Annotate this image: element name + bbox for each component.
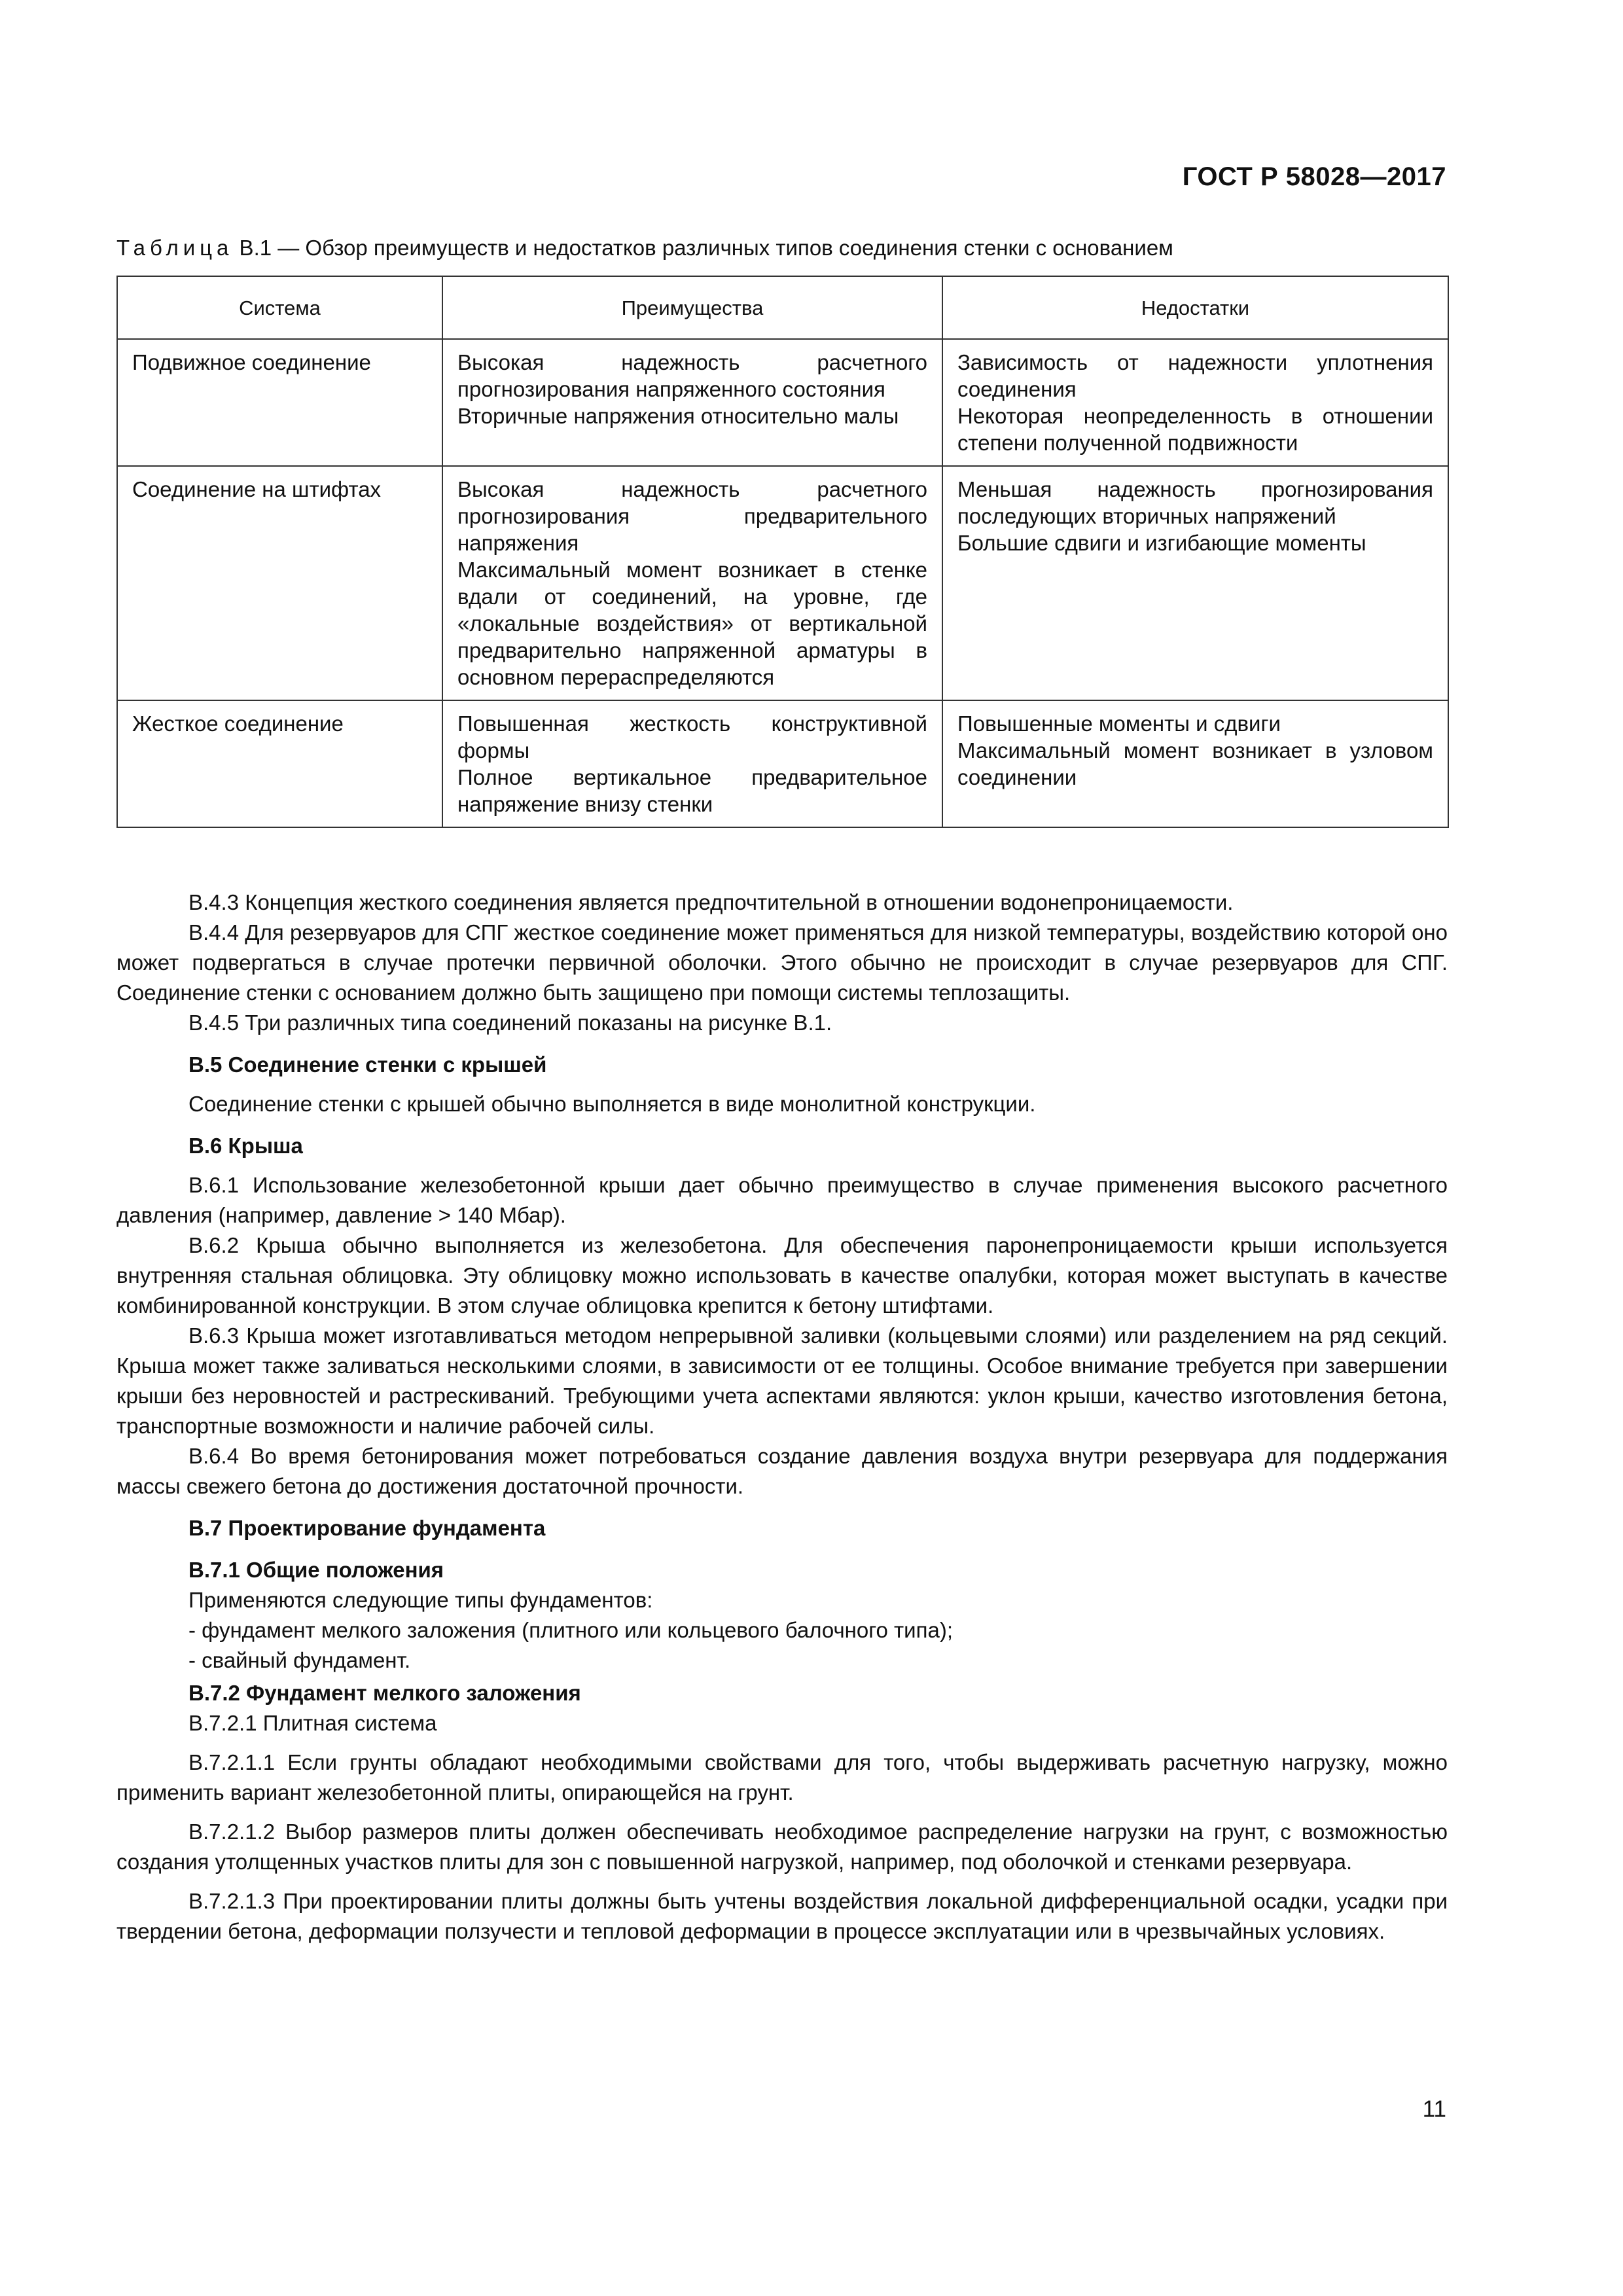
comparison-table <box>116 276 1449 828</box>
paragraph-b43: В.4.3 Концепция жесткого соединения является предпочтительной в отношении водонепроницаемости. <box>188 890 1234 914</box>
cell-system: Подвижное соединение <box>117 339 442 466</box>
advantage-text: Повышенная жесткость конструктивной формы <box>457 711 927 762</box>
paragraph-b44: В.4.4 Для резервуаров для СПГ жесткое соединение может применяться для низкой температуры, воздействию которой оно может подвергаться в случае протечки первичной оболочки. Этого обычно не происходит в случае резервуаров для СПГ. Соединение стенки с основанием должно быть защищено при помощи системы теплозащиты. <box>116 920 1448 1005</box>
paragraph-b71-intro: Применяются следующие типы фундаментов: <box>188 1588 653 1612</box>
table-row <box>117 700 1448 827</box>
paragraph-b64: В.6.4 Во время бетонирования может потребоваться создание давления воздуха внутри резервуара для поддержания массы свежего бетона до достижения достаточной прочности. <box>116 1444 1448 1498</box>
advantage-text: Высокая надежность расчетного прогнозирования предварительного напряжения <box>457 477 927 555</box>
cell-advantages <box>442 339 942 466</box>
paragraph-b63: В.6.3 Крыша может изготавливаться методом непрерывной заливки (кольцевыми слоями) или разделением на ряд секций. Крыша может также заливаться несколькими слоями, в зависимости от ее толщины. Особое внимание требуется при завершении крыши без неровностей и растрескиваний. Требующими учета аспектами являются: уклон крыши, качество изготовления бетона, транспортные возможности и наличие рабочей силы. <box>116 1323 1448 1438</box>
paragraph-b7213: В.7.2.1.3 При проектировании плиты должны быть учтены воздействия локальной дифференциальной осадки, усадки при твердении бетона, деформации ползучести и тепловой деформации в процессе эксплуатации или в чрезвычайных условиях. <box>116 1889 1448 1943</box>
table-header-row <box>117 276 1448 339</box>
disadvantage-text: Зависимость от надежности уплотнения соединения <box>957 350 1433 401</box>
column-header-disadvantages: Недостатки <box>942 276 1448 339</box>
cell-disadvantages <box>942 700 1448 827</box>
table-caption-text: В.1 — Обзор преимуществ и недостатков различных типов соединения стенки с основанием <box>233 236 1173 260</box>
table-row <box>117 339 1448 466</box>
advantage-text: Вторичные напряжения относительно малы <box>457 404 899 428</box>
paragraph-b61: В.6.1 Использование железобетонной крыши дает обычно преимущество в случае применения высокого расчетного давления (например, давление > 140 Мбар). <box>116 1173 1448 1227</box>
body-text <box>116 888 1448 1946</box>
disadvantage-text: Некоторая неопределенность в отношении степени полученной подвижности <box>957 404 1433 455</box>
section-heading-b5: В.5 Соединение стенки с крышей <box>188 1052 547 1077</box>
table-caption-label: Таблица <box>116 236 234 260</box>
cell-system: Соединение на штифтах <box>117 466 442 700</box>
advantage-text: Максимальный момент возникает в стенке вдали от соединений, на уровне, где «локальные воздействия» от вертикальной предварительно напряженной арматуры в основном перераспределяются <box>457 558 927 689</box>
cell-disadvantages <box>942 339 1448 466</box>
paragraph-b62: В.6.2 Крыша обычно выполняется из железобетона. Для обеспечения паронепроницаемости крыши используется внутренняя стальная облицовка. Эту облицовку можно использовать в качестве опалубки, которая может выступать в качестве комбинированной конструкции. В этом случае облицовка крепится к бетону штифтами. <box>116 1233 1448 1318</box>
disadvantage-text: Меньшая надежность прогнозирования последующих вторичных напряжений <box>957 477 1433 528</box>
paragraph-b7211: В.7.2.1.1 Если грунты обладают необходимыми свойствами для того, чтобы выдерживать расчетную нагрузку, можно применить вариант железобетонной плиты, опирающейся на грунт. <box>116 1750 1448 1804</box>
advantage-text: Полное вертикальное предварительное напряжение внизу стенки <box>457 765 927 816</box>
list-item: - фундамент мелкого заложения (плитного или кольцевого балочного типа); <box>188 1618 953 1642</box>
disadvantage-text: Повышенные моменты и сдвиги <box>957 711 1281 736</box>
disadvantage-text: Большие сдвиги и изгибающие моменты <box>957 531 1366 555</box>
paragraph-b7212: В.7.2.1.2 Выбор размеров плиты должен обеспечивать необходимое распределение нагрузки на грунт, с возможностью создания утолщенных участков плиты для зон с повышенной нагрузкой, например, под оболочкой и стенками резервуара. <box>116 1820 1448 1874</box>
page-number: 11 <box>1422 2096 1446 2122</box>
table-row <box>117 466 1448 700</box>
advantage-text: Высокая надежность расчетного прогнозирования напряженного состояния <box>457 350 927 401</box>
section-heading-b72: В.7.2 Фундамент мелкого заложения <box>188 1681 581 1705</box>
cell-advantages <box>442 700 942 827</box>
paragraph-b45: В.4.5 Три различных типа соединений показаны на рисунке В.1. <box>188 1011 832 1035</box>
section-heading-b6: В.6 Крыша <box>188 1134 303 1158</box>
section-heading-b7: В.7 Проектирование фундамента <box>188 1516 546 1540</box>
section-heading-b71: В.7.1 Общие положения <box>188 1558 444 1582</box>
cell-disadvantages <box>942 466 1448 700</box>
column-header-system: Система <box>117 276 442 339</box>
cell-advantages <box>442 466 942 700</box>
paragraph-b5: Соединение стенки с крышей обычно выполняется в виде монолитной конструкции. <box>188 1092 1036 1116</box>
list-item: - свайный фундамент. <box>188 1648 411 1672</box>
cell-system: Жесткое соединение <box>117 700 442 827</box>
paragraph-b721: В.7.2.1 Плитная система <box>188 1711 437 1735</box>
table-caption <box>116 234 1510 262</box>
standard-number-header: ГОСТ Р 58028—2017 <box>1182 162 1446 191</box>
column-header-advantages: Преимущества <box>442 276 942 339</box>
disadvantage-text: Максимальный момент возникает в узловом соединении <box>957 738 1433 789</box>
